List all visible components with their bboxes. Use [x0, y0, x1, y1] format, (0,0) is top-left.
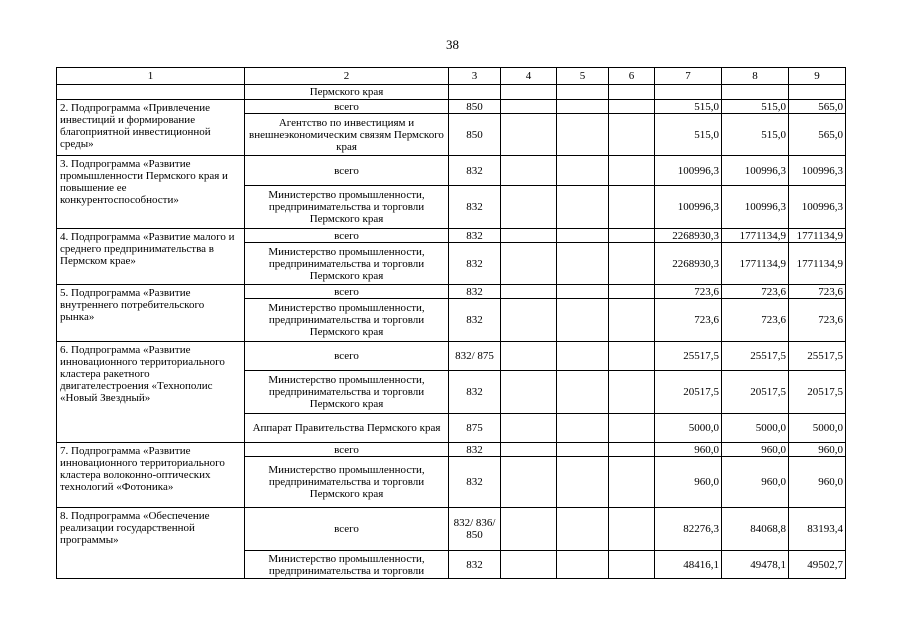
- empty-cell-col6: [609, 100, 655, 114]
- amount-cell-col9: 20517,5: [789, 371, 846, 414]
- budget-table: [56, 67, 846, 579]
- amount-cell-col7: 100996,3: [655, 186, 722, 229]
- amount-cell-col7: 960,0: [655, 443, 722, 457]
- amount-cell-col9: 25517,5: [789, 342, 846, 371]
- amount-cell-col9: 723,6: [789, 299, 846, 342]
- empty-cell-col6: [609, 457, 655, 508]
- empty-cell-col5: [557, 342, 609, 371]
- code-cell: 832: [449, 299, 501, 342]
- amount-cell-col9: 723,6: [789, 285, 846, 299]
- empty-cell-col4: [501, 114, 557, 156]
- amount-cell-col8: 1771134,9: [722, 229, 789, 243]
- executor-cell: всего: [245, 342, 449, 371]
- empty-cell-col4: [501, 186, 557, 229]
- amount-cell-col8: 723,6: [722, 285, 789, 299]
- empty-cell-col6: [609, 85, 655, 100]
- code-cell: 850: [449, 114, 501, 156]
- amount-cell-col9: [789, 85, 846, 100]
- empty-cell-col4: [501, 414, 557, 443]
- amount-cell-col8: 723,6: [722, 299, 789, 342]
- amount-cell-col8: 100996,3: [722, 156, 789, 186]
- amount-cell-col8: 960,0: [722, 457, 789, 508]
- amount-cell-col8: [722, 85, 789, 100]
- empty-cell-col4: [501, 85, 557, 100]
- empty-cell-col5: [557, 85, 609, 100]
- table-row: [57, 85, 846, 100]
- program-name-cell: 8. Подпрограмма «Обеспечение реализации государственной программы»: [57, 508, 245, 579]
- table-row: [57, 508, 846, 551]
- executor-cell: Министерство промышленности, предпринимательства и торговли Пермского края: [245, 186, 449, 229]
- code-cell: 832: [449, 371, 501, 414]
- empty-cell-col4: [501, 229, 557, 243]
- amount-cell-col7: 20517,5: [655, 371, 722, 414]
- empty-cell-col5: [557, 114, 609, 156]
- code-cell: 832/ 836/ 850: [449, 508, 501, 551]
- code-cell: 832: [449, 285, 501, 299]
- amount-cell-col9: 565,0: [789, 114, 846, 156]
- executor-cell: всего: [245, 508, 449, 551]
- executor-cell: всего: [245, 285, 449, 299]
- empty-cell-col6: [609, 551, 655, 579]
- empty-cell-col6: [609, 414, 655, 443]
- header-cell: 4: [501, 68, 557, 85]
- executor-cell: Аппарат Правительства Пермского края: [245, 414, 449, 443]
- executor-cell: Пермского края: [245, 85, 449, 100]
- empty-cell-col4: [501, 243, 557, 285]
- executor-cell: Министерство промышленности, предпринимательства и торговли: [245, 551, 449, 579]
- amount-cell-col7: 515,0: [655, 114, 722, 156]
- code-cell: 832: [449, 156, 501, 186]
- amount-cell-col9: 83193,4: [789, 508, 846, 551]
- empty-cell-col5: [557, 443, 609, 457]
- executor-cell: Министерство промышленности, предпринимательства и торговли Пермского края: [245, 371, 449, 414]
- empty-cell-col5: [557, 414, 609, 443]
- empty-cell-col5: [557, 243, 609, 285]
- amount-cell-col7: 48416,1: [655, 551, 722, 579]
- program-name-cell: 3. Подпрограмма «Развитие промышленности Пермского края и повышение ее конкурентоспособности»: [57, 156, 245, 229]
- empty-cell-col6: [609, 371, 655, 414]
- empty-cell-col4: [501, 156, 557, 186]
- header-cell: 2: [245, 68, 449, 85]
- empty-cell-col5: [557, 508, 609, 551]
- table-header-row: [57, 68, 846, 85]
- empty-cell-col4: [501, 299, 557, 342]
- empty-cell-col6: [609, 443, 655, 457]
- table-row: [57, 285, 846, 299]
- empty-cell-col6: [609, 229, 655, 243]
- amount-cell-col7: 25517,5: [655, 342, 722, 371]
- empty-cell-col5: [557, 299, 609, 342]
- table-row: [57, 342, 846, 371]
- empty-cell-col6: [609, 243, 655, 285]
- header-cell: 5: [557, 68, 609, 85]
- empty-cell-col4: [501, 342, 557, 371]
- amount-cell-col8: 515,0: [722, 114, 789, 156]
- table-row: [57, 229, 846, 243]
- program-name-cell: 2. Подпрограмма «Привлечение инвестиций и формирование благоприятной инвестиционной среды»: [57, 100, 245, 156]
- executor-cell: Министерство промышленности, предпринимательства и торговли Пермского края: [245, 243, 449, 285]
- header-cell: 3: [449, 68, 501, 85]
- amount-cell-col8: 100996,3: [722, 186, 789, 229]
- program-name-cell: 6. Подпрограмма «Развитие инновационного территориального кластера ракетного двигателестроения «Технополис «Новый Звездный»: [57, 342, 245, 443]
- executor-cell: всего: [245, 156, 449, 186]
- code-cell: 832/ 875: [449, 342, 501, 371]
- empty-cell-col6: [609, 186, 655, 229]
- amount-cell-col7: 2268930,3: [655, 243, 722, 285]
- amount-cell-col8: 515,0: [722, 100, 789, 114]
- amount-cell-col7: 82276,3: [655, 508, 722, 551]
- executor-cell: Министерство промышленности, предпринимательства и торговли Пермского края: [245, 299, 449, 342]
- empty-cell-col6: [609, 508, 655, 551]
- amount-cell-col9: 100996,3: [789, 156, 846, 186]
- empty-cell-col5: [557, 229, 609, 243]
- code-cell: 832: [449, 457, 501, 508]
- program-name-cell: 4. Подпрограмма «Развитие малого и среднего предпринимательства в Пермском крае»: [57, 229, 245, 285]
- amount-cell-col9: 565,0: [789, 100, 846, 114]
- code-cell: [449, 85, 501, 100]
- amount-cell-col9: 1771134,9: [789, 243, 846, 285]
- amount-cell-col7: [655, 85, 722, 100]
- page-number: 38: [446, 37, 459, 52]
- amount-cell-col8: 84068,8: [722, 508, 789, 551]
- executor-cell: всего: [245, 100, 449, 114]
- amount-cell-col7: 723,6: [655, 299, 722, 342]
- empty-cell-col4: [501, 508, 557, 551]
- empty-cell-col5: [557, 285, 609, 299]
- amount-cell-col7: 723,6: [655, 285, 722, 299]
- table-row: [57, 156, 846, 186]
- table-row: [57, 443, 846, 457]
- code-cell: 832: [449, 551, 501, 579]
- amount-cell-col7: 2268930,3: [655, 229, 722, 243]
- amount-cell-col8: 1771134,9: [722, 243, 789, 285]
- amount-cell-col9: 960,0: [789, 457, 846, 508]
- header-cell: 1: [57, 68, 245, 85]
- empty-cell-col5: [557, 186, 609, 229]
- code-cell: 832: [449, 229, 501, 243]
- empty-cell-col4: [501, 285, 557, 299]
- header-cell: 9: [789, 68, 846, 85]
- amount-cell-col9: 100996,3: [789, 186, 846, 229]
- amount-cell-col7: 960,0: [655, 457, 722, 508]
- amount-cell-col8: 20517,5: [722, 371, 789, 414]
- executor-cell: Министерство промышленности, предпринимательства и торговли Пермского края: [245, 457, 449, 508]
- table-row: [57, 100, 846, 114]
- empty-cell-col4: [501, 100, 557, 114]
- program-name-cell: 7. Подпрограмма «Развитие инновационного территориального кластера волоконно-оптических технологий «Фотоника»: [57, 443, 245, 508]
- empty-cell-col6: [609, 156, 655, 186]
- empty-cell-col4: [501, 457, 557, 508]
- code-cell: 832: [449, 443, 501, 457]
- empty-cell-col6: [609, 114, 655, 156]
- amount-cell-col7: 515,0: [655, 100, 722, 114]
- amount-cell-col8: 25517,5: [722, 342, 789, 371]
- amount-cell-col7: 5000,0: [655, 414, 722, 443]
- empty-cell-col6: [609, 342, 655, 371]
- empty-cell-col4: [501, 371, 557, 414]
- empty-cell-col4: [501, 551, 557, 579]
- amount-cell-col8: 5000,0: [722, 414, 789, 443]
- header-cell: 6: [609, 68, 655, 85]
- executor-cell: всего: [245, 443, 449, 457]
- header-cell: 8: [722, 68, 789, 85]
- empty-cell-col5: [557, 371, 609, 414]
- amount-cell-col9: 49502,7: [789, 551, 846, 579]
- empty-cell-col5: [557, 156, 609, 186]
- amount-cell-col8: 960,0: [722, 443, 789, 457]
- code-cell: 832: [449, 186, 501, 229]
- empty-cell-col6: [609, 299, 655, 342]
- amount-cell-col9: 960,0: [789, 443, 846, 457]
- program-name-cell: [57, 85, 245, 100]
- program-name-cell: 5. Подпрограмма «Развитие внутреннего потребительского рынка»: [57, 285, 245, 342]
- executor-cell: всего: [245, 229, 449, 243]
- empty-cell-col5: [557, 457, 609, 508]
- amount-cell-col8: 49478,1: [722, 551, 789, 579]
- empty-cell-col6: [609, 285, 655, 299]
- header-cell: 7: [655, 68, 722, 85]
- code-cell: 850: [449, 100, 501, 114]
- empty-cell-col4: [501, 443, 557, 457]
- amount-cell-col7: 100996,3: [655, 156, 722, 186]
- amount-cell-col9: 5000,0: [789, 414, 846, 443]
- executor-cell: Агентство по инвестициям и внешнеэкономическим связям Пермского края: [245, 114, 449, 156]
- code-cell: 832: [449, 243, 501, 285]
- amount-cell-col9: 1771134,9: [789, 229, 846, 243]
- empty-cell-col5: [557, 551, 609, 579]
- empty-cell-col5: [557, 100, 609, 114]
- code-cell: 875: [449, 414, 501, 443]
